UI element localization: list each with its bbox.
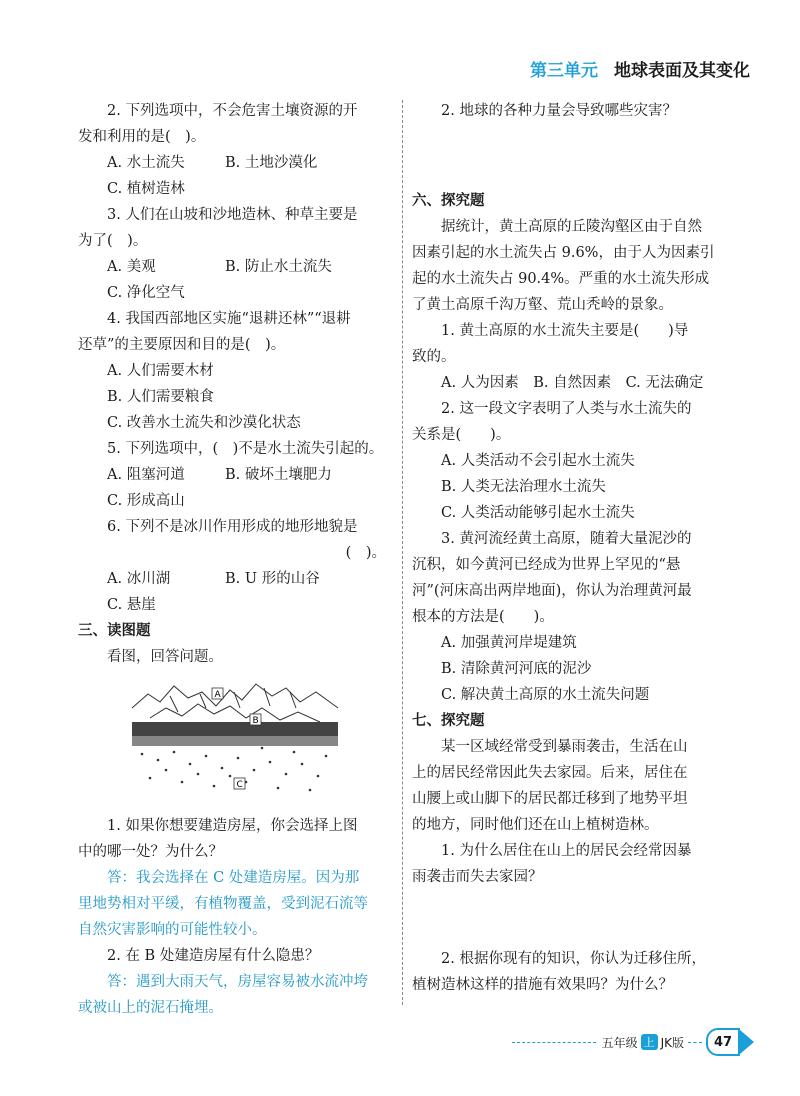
answer-text: 里地势相对平缓，有植物覆盖，受到泥石流等 <box>78 896 368 912</box>
question-stem: 沉积，如今黄河已经成为世界上罕见的“悬 <box>412 557 681 573</box>
footer-dashes <box>512 1042 596 1043</box>
question-stem: 河”(河床高出两岸地面)，你认为治理黄河最 <box>412 583 692 599</box>
answer-space <box>412 890 730 946</box>
question-stem: 2. 地球的各种力量会导致哪些灾害？ <box>441 103 677 119</box>
passage-line: 上的居民经常因此失去家园。后来，居住在 <box>412 765 688 781</box>
question-stem: 2. 在 B 处建造房屋有什么隐患？ <box>107 948 320 964</box>
option: C. 改善水土流失和沙漠化状态 <box>107 415 301 431</box>
answer-text: 答：我会选择在 C 处建造房屋。因为那 <box>107 870 360 886</box>
question-stem: 植树造林这样的措施有效果吗？为什么？ <box>412 977 673 993</box>
option: B. 防止水土流失 <box>225 259 332 275</box>
answer-blank: ( )。 <box>345 545 386 561</box>
question-stem: 3. 人们在山坡和沙地造林、种草主要是 <box>107 207 358 223</box>
answer-space <box>412 124 730 188</box>
option: C. 悬崖 <box>107 597 156 613</box>
edition-label: JK版 <box>660 1035 684 1050</box>
grade-label: 五年级 <box>601 1035 638 1050</box>
option: B. 人们需要粮食 <box>107 389 214 405</box>
option: A. 加强黄河岸堤建筑 <box>441 635 577 651</box>
question-stem: 2. 下列选项中，不会危害土壤资源的开 <box>107 103 358 119</box>
section-title: 六、探究题 <box>412 193 485 209</box>
label-b: B <box>252 716 259 726</box>
passage-line: 起的水土流失占 90.4%。严重的水土流失形成 <box>412 271 710 287</box>
option: A. 冰川湖 <box>107 571 171 587</box>
question-stem: 根本的方法是( )。 <box>412 609 554 625</box>
question-stem: 发和利用的是( )。 <box>78 129 206 145</box>
option: A. 人类活动不会引起水土流失 <box>441 453 635 469</box>
question-stem: 6. 下列不是冰川作用形成的地形地貌是 <box>107 519 358 535</box>
page-number: 47 <box>706 1028 740 1056</box>
passage-line: 因素引起的水土流失占 9.6%，由于人为因素引 <box>412 245 715 261</box>
option-row <box>78 566 390 592</box>
label-a-marker <box>212 688 223 700</box>
question-stem: 中的哪一处？为什么？ <box>78 844 223 860</box>
section-title: 三、读图题 <box>78 623 151 639</box>
footer-dashes <box>688 1042 702 1043</box>
answer-text: 答：遇到大雨天气，房屋容易被水流冲垮 <box>107 974 368 990</box>
forest-slope <box>132 722 338 746</box>
option: B. 破坏土壤肥力 <box>225 467 332 483</box>
mountain-illustration <box>130 678 340 798</box>
answer-text: 自然灾害影响的可能性较小。 <box>78 922 267 938</box>
option: B. 清除黄河河底的泥沙 <box>441 661 592 677</box>
passage-line: 的地方，同时他们还在山上植树造林。 <box>412 817 659 833</box>
option: B. 人类无法治理水土流失 <box>441 479 606 495</box>
option: A. 水土流失 <box>107 155 185 171</box>
option-row <box>78 150 390 176</box>
question-stem: 1. 黄土高原的水土流失主要是( )导 <box>441 323 689 339</box>
passage-line: 某一区域经常受到暴雨袭击，生活在山 <box>441 739 688 755</box>
question-stem: 致的。 <box>412 349 456 365</box>
option: C. 解决黄土高原的水土流失问题 <box>441 687 650 703</box>
page-arrow-icon <box>740 1030 754 1054</box>
label-c-marker <box>234 778 245 790</box>
label-a: A <box>214 690 221 700</box>
option: B. U 形的山谷 <box>225 571 320 587</box>
question-stem: 1. 为什么居住在山上的居民会经常因暴 <box>441 843 692 859</box>
question-stem: 2. 根据你现有的知识，你认为迁移住所， <box>441 951 706 967</box>
option: C. 植树造林 <box>107 181 185 197</box>
page-header <box>530 56 750 81</box>
question-stem: 1. 如果你想要建造房屋，你会选择上图 <box>107 818 358 834</box>
option: A. 人们需要木材 <box>107 363 214 379</box>
left-column <box>78 98 390 1021</box>
option-row: A. 人为因素 B. 自然因素 C. 无法确定 <box>441 375 704 391</box>
option: C. 净化空气 <box>107 285 185 301</box>
label-c: C <box>236 780 243 790</box>
question-stem: 关系是( )。 <box>412 427 511 443</box>
passage-line: 山腰上或山脚下的居民都迁移到了地势平坦 <box>412 791 688 807</box>
answer-text: 或被山上的泥石掩埋。 <box>78 1000 223 1016</box>
option: C. 形成高山 <box>107 493 185 509</box>
question-stem: 雨袭击而失去家园？ <box>412 869 543 885</box>
option-row <box>78 254 390 280</box>
question-stem: 5. 下列选项中，( )不是水土流失引起的。 <box>107 441 384 457</box>
term-badge: 上 <box>641 1034 658 1050</box>
option: A. 美观 <box>107 259 156 275</box>
page-footer <box>512 1030 754 1054</box>
option: C. 人类活动能够引起水土流失 <box>441 505 635 521</box>
question-stem: 2. 这一段文字表明了人类与水土流失的 <box>441 401 692 417</box>
unit-title: 第三单元 <box>530 61 598 81</box>
passage-line: 据统计，黄土高原的丘陵沟壑区由于自然 <box>441 219 702 235</box>
option: B. 土地沙漠化 <box>225 155 318 171</box>
label-b-marker <box>250 714 261 726</box>
mountain-outline <box>132 684 338 722</box>
option-row <box>78 462 390 488</box>
question-stem: 3. 黄河流经黄土高原，随着大量泥沙的 <box>441 531 692 547</box>
section-title: 七、探究题 <box>412 713 485 729</box>
option: A. 阻塞河道 <box>107 467 185 483</box>
right-column <box>412 98 730 998</box>
column-divider <box>402 100 403 1005</box>
question-stem: 为了( )。 <box>78 233 148 249</box>
instruction: 看图，回答问题。 <box>107 649 223 665</box>
question-stem: 还草”的主要原因和目的是( )。 <box>78 337 286 353</box>
passage-line: 了黄土高原千沟万壑、荒山秃岭的景象。 <box>412 297 673 313</box>
topic-title: 地球表面及其变化 <box>614 61 750 81</box>
question-stem: 4. 我国西部地区实施“退耕还林”“退耕 <box>107 311 351 327</box>
